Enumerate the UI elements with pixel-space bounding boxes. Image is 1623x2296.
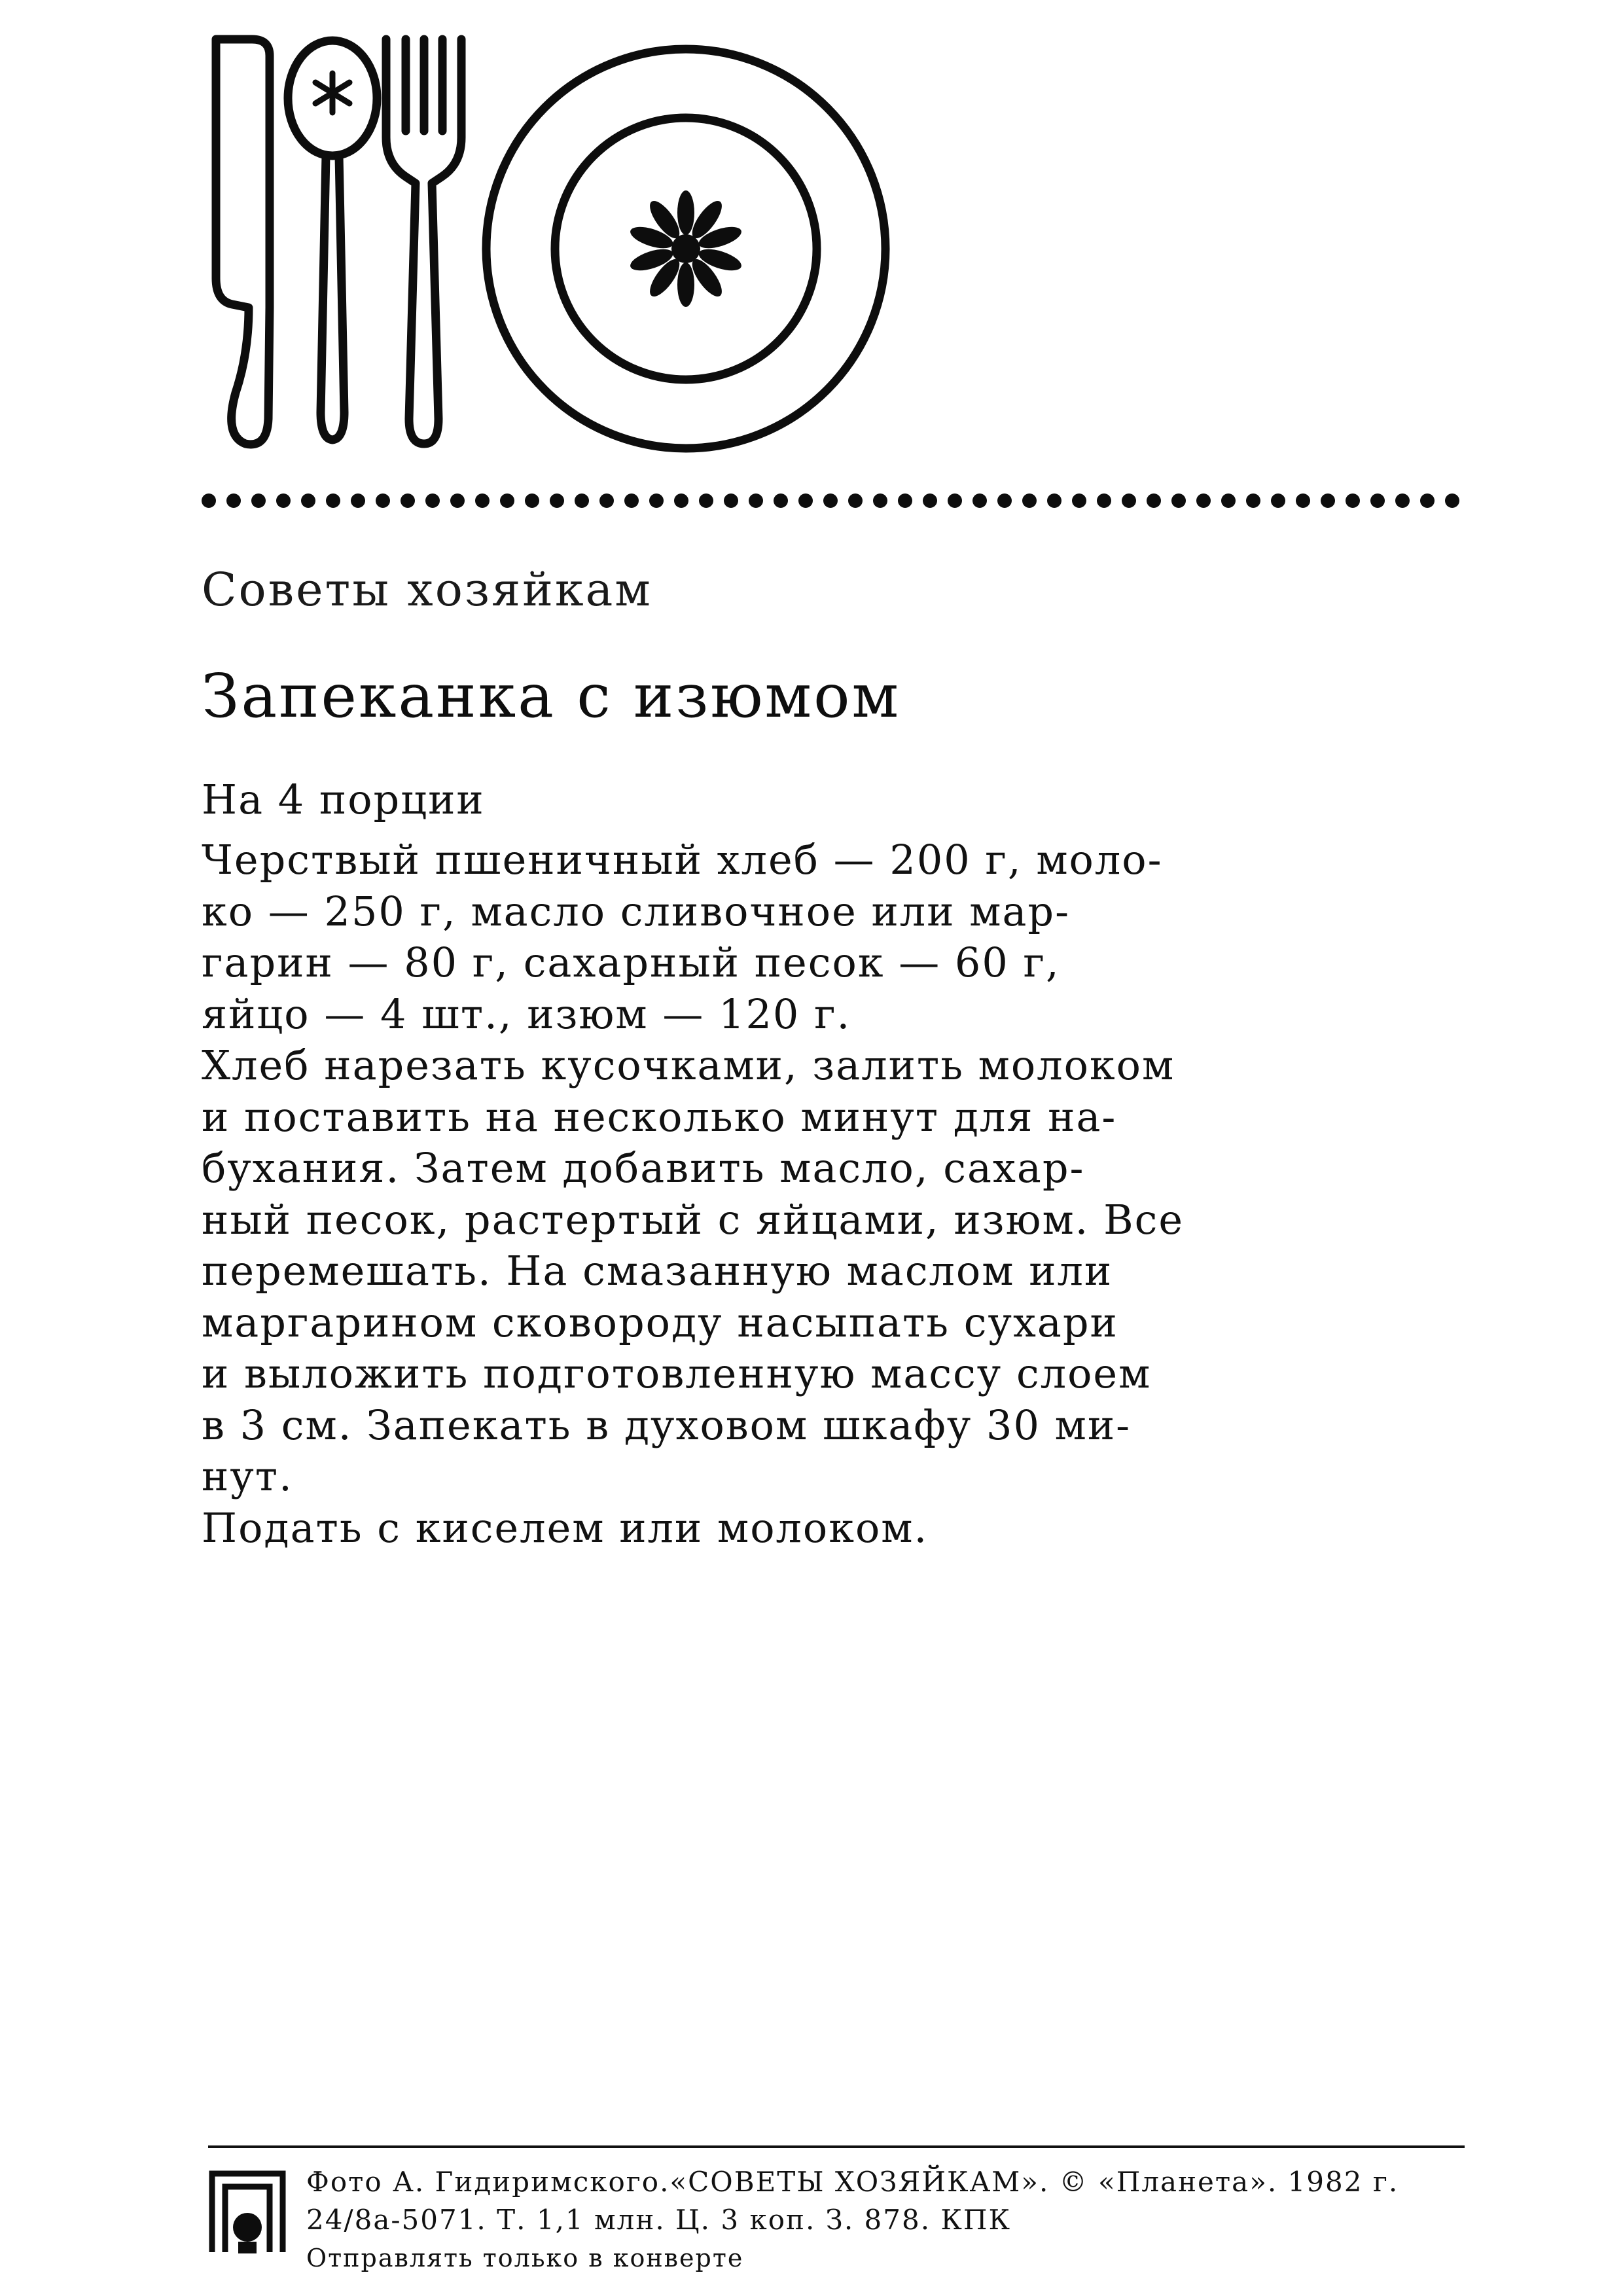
portions-label: На 4 порции xyxy=(202,776,485,823)
ingredient-line: Черствый пшеничный хлеб — 200 г, моло- xyxy=(202,836,1163,884)
footer-divider xyxy=(208,2145,1465,2148)
cutlery-plate-icon xyxy=(196,26,903,458)
method-line: нут. xyxy=(202,1452,293,1500)
imprint-line: 24/8а-5071. Т. 1,1 млн. Ц. 3 коп. З. 878. КПК xyxy=(306,2204,1012,2236)
imprint-line: Отправлять только в конверте xyxy=(306,2244,744,2272)
method-line: и поставить на несколько минут для на- xyxy=(202,1092,1117,1141)
method-line: маргарином сковороду насыпать сухари xyxy=(202,1298,1118,1346)
ingredient-line: ко — 250 г, масло сливочное или мар- xyxy=(202,887,1071,935)
recipe-body xyxy=(202,834,1184,1554)
method-line: в 3 см. Запекать в духовом шкафу 30 ми- xyxy=(202,1401,1132,1449)
recipe-title: Запеканка с изюмом xyxy=(202,661,901,731)
imprint-line: Фото А. Гидиримского.«СОВЕТЫ ХОЗЯЙКАМ». © «Планета». 1982 г. xyxy=(306,2166,1399,2198)
plate-flower-icon xyxy=(628,190,743,307)
ingredient-line: яйцо — 4 шт., изюм — 120 г. xyxy=(202,990,851,1038)
fork-icon xyxy=(386,39,461,444)
publisher-logo-icon xyxy=(208,2170,287,2255)
imprint xyxy=(306,2163,1399,2277)
series-title: Советы хозяйкам xyxy=(202,563,652,617)
knife-icon xyxy=(216,39,270,444)
method-line: ный песок, растертый с яйцами, изюм. Все xyxy=(202,1195,1185,1244)
method-line: Хлеб нарезать кусочками, залить молоком xyxy=(202,1041,1175,1089)
method-line: и выложить подготовленную массу слоем xyxy=(202,1350,1152,1397)
dotted-rule xyxy=(200,491,1463,511)
method-line: перемешать. На смазанную маслом или xyxy=(202,1247,1113,1295)
method-line: бухания. Затем добавить масло, сахар- xyxy=(202,1144,1085,1192)
spoon-asterisk-icon xyxy=(315,73,349,113)
serving-line: Подать с киселем или молоком. xyxy=(202,1503,929,1552)
ingredient-line: гарин — 80 г, сахарный песок — 60 г, xyxy=(202,939,1060,986)
